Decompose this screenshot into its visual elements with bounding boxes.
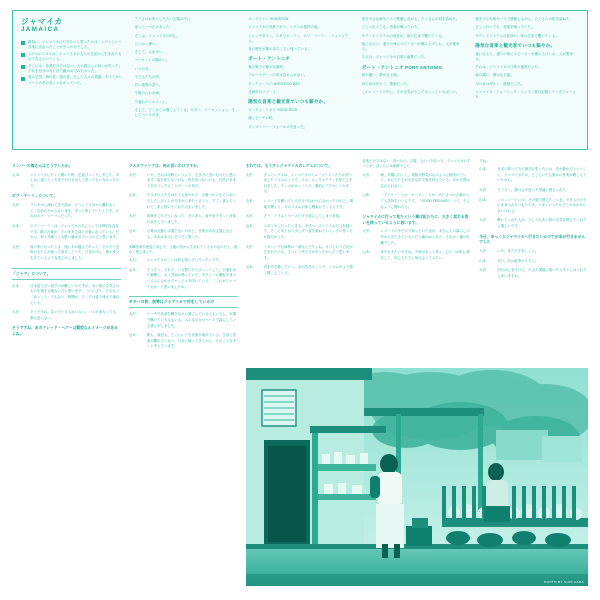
market-scene-photo	[246, 368, 588, 586]
qa-exchange	[129, 229, 238, 240]
utterance: 日本に帰ってきて最初に思ったのは、音が静かだということ。ジャマイカでは、どこにいても誰かの音楽が聞こえていたから。	[497, 167, 587, 183]
utterance: 彼の家に行ったとき、庭に木が植えてあって、その下で近所の人たちが座って話をしていた。日常の中に、彼がまだ生きているような感じがしました。	[30, 244, 120, 260]
speaker-label: 山本：	[479, 258, 490, 263]
album-info-box	[12, 10, 588, 150]
photo-gutter	[246, 281, 355, 367]
speaker-label: 山本：	[128, 229, 140, 234]
utterance: 街も、海辺も、どこにいても音楽が流れている。生活と音楽が離れていない。日本に帰ってきてから、そのことをずっと考えています。	[146, 333, 237, 349]
note-line: オーチョ・リオス OCHO RIOS	[248, 108, 298, 113]
qa-exchange	[479, 249, 588, 255]
qa-exchange	[246, 224, 355, 241]
album-notes-column-5	[475, 17, 579, 143]
qa-exchange	[129, 312, 238, 329]
speaker-label: 大沢：	[479, 268, 490, 273]
paragraph: 沖縄音楽や民謡と同じで、土地の音から生まれてくるものなのだと、改めて感じました。	[128, 244, 238, 254]
speaker-label: 大沢：	[128, 258, 140, 263]
note-line: 午後のにわか雨。	[134, 91, 163, 96]
utterance: ビーチで音楽を聴きながら過ごしている人もいるし、市場で働いている人もいる。みんな自分のペースで暮らしている感じがしました。	[146, 312, 237, 328]
speaker-label: 山本：	[128, 193, 140, 198]
paragraph: すね。	[479, 159, 490, 163]
paragraph: 音楽だけではなく、食べもの、言葉、人のつきあい方。ジャマイカのすべてが、ぼくらには新鮮でした。	[362, 159, 471, 169]
note-line: 夜になると、通りの角にスピーカーが積み上げられ、人が集まる。	[475, 51, 574, 61]
note-line: 島を小さな船やバスで移動しながら、たくさんの町を訪ねた。	[361, 17, 460, 21]
note-line: サウンドシステムの低音が、体の芯まで響いてくる。	[361, 33, 446, 38]
note-line: それは、ジャマイカの日常の風景だった。	[475, 65, 542, 70]
utterance: 朝、市場に行くと、果物や野菜が山のように積まれていて、女の人たちが大きな声で客を呼んでいる。あの光景は忘れられない。	[380, 172, 470, 188]
album-notes-column-3	[248, 17, 352, 143]
bullet-square-icon	[21, 53, 25, 57]
qa-exchange	[129, 268, 238, 290]
speaker-label: 大沢：	[12, 203, 23, 208]
note-line: それは、ジャマイカの日常の風景だった。	[361, 55, 428, 60]
qa-exchange	[129, 193, 238, 210]
qa-exchange	[129, 214, 238, 225]
utterance: ラスタの人たちはとても穏やかで、言葉づかいもていねいでした。ぼくらが日本から来たと言うと、すごく喜んでくれて、家に招いてくれた人もいました。	[146, 193, 237, 209]
qa-exchange	[479, 268, 588, 279]
note-line: バスの音。	[134, 66, 153, 71]
pull-quote: 「ジャマ」について。	[12, 268, 121, 280]
speaker-label: 大沢：	[128, 312, 140, 317]
utterance: ボブ・マーリィは、ジャマイカの人にとっては特別な存在です。歌の言葉が、そのまま生活の言葉になっている。だから、何十年経っても歌い継がれているのだと思います。	[30, 223, 120, 240]
note-line: 子どもたちの声。	[134, 74, 163, 79]
album-title-en: JAMAICA	[21, 27, 60, 33]
qa-exchange	[246, 199, 355, 210]
qa-exchange	[246, 245, 355, 262]
qa-exchange	[362, 173, 471, 190]
pull-quote: ジャマイカに行って見たという事は私たちに、大きく変わる思いを持っているように思います。	[362, 215, 469, 225]
speaker-label: 大沢：	[479, 248, 490, 253]
note-line: そこは、ジャマイカの中心。	[134, 33, 180, 38]
photo-illustration	[246, 368, 588, 586]
note-line: サウンドシステムの低音が、体の芯まで響いてくる。	[475, 33, 559, 38]
speaker-label: 山本：	[12, 223, 23, 228]
speaker-label: 大沢：	[362, 172, 373, 177]
qa-exchange	[12, 245, 121, 262]
qa-exchange	[479, 167, 588, 184]
speaker-label: 大沢：	[12, 244, 23, 249]
note-line: そして、どこからか聞こえてくる、ギター、パーカッション、そしてベースの音。	[134, 107, 236, 118]
speaker-label: 大沢：	[12, 310, 23, 315]
note-line: アリさのお家とした古い広場の中に、	[134, 17, 194, 21]
album-notes-column-4	[362, 17, 466, 143]
utterance: ジャマイカに行くと聞いた時、正直びっくりしました。あんなに遠いところまで行けるなんて思ってもいなかったので。	[30, 172, 120, 188]
utterance: そう、ドラムとベースだけで成立してしまう音楽。	[263, 214, 343, 219]
qa-exchange	[479, 188, 588, 194]
utterance: 聴いてくれた人が、少しでもあの島の空気を感じてくれたら嬉しいです。	[497, 218, 587, 229]
note-line: ジャマイカの首都であり、レゲエの発祥の地。	[248, 25, 322, 30]
question-lead: ラスタファリアは、何か言いわけですか。	[128, 164, 201, 168]
note-line: 川の水は冷たく、透明だった。	[361, 81, 411, 86]
note-line: ブルーラグーンの青は忘れられない。	[248, 73, 308, 78]
qa-exchange	[129, 333, 238, 350]
note-line: 夜になると、通りの角にスピーカーが積み上げられ、人が集まる。	[361, 41, 460, 52]
utterance: 言葉は完璧には通じないけれど、音楽があれば通じ合える。あれは本当にそうだと思った。	[146, 229, 233, 240]
track-text: 最初に、ジャマイカに行きたいと思ったのは、レゲエという音楽に出会ったことがきっかけでした。	[28, 40, 122, 50]
utterance: ジャマイカのことは何も知らずに行ったんです。	[146, 258, 222, 263]
qa-exchange	[246, 265, 355, 276]
pull-quote: 今日、ゆっくりジャマイカへ行きたいかけでが本が行きませんでした	[479, 234, 586, 245]
utterance: ミキシングも演奏の一部なんですよね。ダブという方法が生まれたのも、そういう考え方があったからだと思います。	[263, 244, 353, 260]
qa-exchange	[246, 173, 355, 195]
utterance: スタジオに行ったときも、まずベースとドラムだけを録って、そこにあとから少しずつ音を重ねていく。その作り方が面白かった。	[263, 223, 353, 240]
speaker-label: 大沢：	[479, 188, 490, 193]
qa-exchange	[479, 198, 588, 215]
qa-exchange	[129, 258, 238, 264]
track-text: 島の空気、海の色、風の音、そして人々の笑顔。すべてがレコードの中の音とつながっていた。	[28, 75, 123, 85]
speaker-label: 山本：	[362, 193, 373, 198]
utterance: いや、また行きましょう。	[497, 248, 539, 253]
speaker-label: 山本：	[245, 265, 256, 270]
utterance: いや、それは宗教というより、生き方に近いものだと思います。髪を切らないのも、肉を食べないのも、自然のままであろうとすることの一つの形で。	[146, 172, 237, 188]
note-line: 緑の濃い、静かな土地。	[475, 73, 514, 78]
pull-quote: ギターの音、彼等はジャマイカで何をしているの	[129, 296, 238, 308]
photo-credit: PHOTO BY SHIN HADA	[544, 580, 584, 584]
speaker-label: 山本：	[479, 167, 490, 172]
album-notes-column-2	[135, 17, 239, 143]
note-line: そして、人が多い。	[134, 50, 166, 55]
note-line: どこへ行っても、音楽が鳴っていた。	[475, 25, 535, 30]
utterance: ぜひ。次は乾季のうちに。	[497, 258, 539, 263]
note-line: どこへ行っても、音楽が鳴っていた。	[361, 25, 421, 30]
qa-exchange	[246, 214, 355, 220]
note-line: キングストン KINGSTON	[248, 17, 289, 21]
qa-exchange	[362, 250, 471, 261]
utterance: このレコードには、その旅で感じたことを、できるだけそのまま入れたつもりです。うまくいったかどうかはわからないけれど。	[497, 197, 587, 213]
track-list	[21, 40, 125, 85]
utterance: 日本語で言い表すのが難しいのですが、あの島の空気そのものを指す言葉なんだと思います。「のんびり」でもなく「ゆっくり」でもない。時間が、そこだけ違う速さで流れている。	[30, 283, 120, 305]
speaker-label: 山本：	[12, 172, 23, 177]
note-line: 音の歴史が街のあちこちに残っている。	[248, 47, 312, 52]
utterance: レコードの中だけで知っていた音が、本当に人の暮らしの中から出てきているのだと確かめられた。それが一番の収穫でした。	[380, 229, 470, 245]
qa-exchange	[12, 224, 121, 241]
speaker-label: 山本：	[479, 197, 490, 202]
speaker-label: 山本：	[128, 267, 140, 272]
qa-exchange	[479, 259, 588, 265]
note-line: マーケットの賑わい。	[134, 58, 170, 63]
album-title-jp: ジャマイカ	[21, 17, 63, 26]
section-heading-ocho-rios: 陽気な音楽と観光客でいつも賑やか。	[475, 42, 556, 48]
qa-exchange	[479, 218, 588, 229]
qa-exchange	[129, 173, 238, 190]
note-line: トレンチタウン、スタジオ・ワン、ボブ・マーリィ・ミュージアム。	[248, 33, 349, 43]
track-text: そこには、音楽だけではない、人の暮らしの匂いがあった。それを自分の耳と目で確かめてみたかった。	[28, 63, 123, 73]
speaker-label: 大沢：	[245, 244, 256, 249]
section-heading-montego-bay: ポート・アントニオ PORT ANTONIO	[361, 64, 443, 70]
note-line: 甘い果物の香り。	[134, 83, 163, 88]
note-line: 緑の濃い、静かな土地。	[361, 73, 401, 78]
note-line: とにかく暑い。	[134, 41, 160, 46]
section-heading: ボブ・マーリィについて。	[12, 194, 58, 199]
utterance: 食事をごちそうになって、そのあと、夜中までずっと音楽の話をしていました。	[146, 214, 236, 224]
list-item	[21, 64, 125, 74]
speaker-label: 大沢：	[245, 214, 256, 219]
speaker-label: 大沢：	[128, 172, 140, 177]
map-caption: ジャマイカ・ミュージック・マップ／旅の記録とインタビューより	[475, 89, 576, 100]
utterance: 同行はしますけど、たぶん現地に着いたらすぐにはぐれてしまいますね。	[497, 268, 587, 278]
list-item	[21, 52, 125, 62]
note-line: モンテゴ・ベイ MONTEGO BAY	[248, 81, 300, 86]
list-item	[21, 40, 125, 50]
utterance: 「アイリー」とか「ヤーマン」とか、あいさつの言葉がとても気持ちいいんです。「GOOD FEELING?」って、そんなふうに聞かれる。	[380, 193, 470, 209]
speaker-label: 山本：	[12, 283, 23, 288]
section-heading-port-antonio: 陽気な音楽と観光客でいつも賑やか。	[248, 99, 328, 105]
track-text: レゲエのリズムは、ジャマイカの人々の生活から生まれたものであるということ。	[28, 52, 122, 62]
utterance: ざっとレゲエは、ジャマイカのミュージシャンたちが作り出したリズムのことで、スカ、ロックステディを経て生まれました。テンポがゆっくりで、裏拍にアクセントがある。	[263, 172, 353, 194]
note-line: ぼっと一つだけあった。	[134, 25, 173, 30]
utterance: そうそう。静けさが逆に不思議に感じられた。	[497, 188, 570, 193]
list-item	[21, 75, 125, 85]
note-line: 滝とビーチの町。	[248, 116, 276, 121]
interview-column-1	[12, 159, 121, 591]
note-line: 夕暮れのシルエット。	[134, 99, 170, 104]
speaker-label: 大沢：	[479, 218, 490, 223]
note-line: このレコードの中に、その空気が少しでも入っていればいい。	[361, 89, 460, 94]
bullet-square-icon	[21, 65, 25, 69]
note-line: 東の果ての静かな港町。	[248, 65, 287, 70]
note-line: 北海岸のリゾート。	[248, 89, 280, 94]
speaker-label: 山本：	[245, 223, 256, 228]
utterance: ラジオから流れてきた曲が、どうしても耳から離れなくて。名前もわからないまま、ずっと探していたんです。それがボブ・マーリィだった。	[30, 203, 119, 219]
pull-quote: そうですね、あのドレッド・ヘアーは髪型なんイメージがあるよね。	[12, 326, 118, 337]
utterance: また行きたいですね。今度はもっと長く、ひとつの町に滞在して、同じ人たちと毎日会ってみたい。	[380, 250, 470, 260]
utterance: 音を引き算していく。余白を作ることで、リズムがより強く聞こえてくる。	[263, 265, 353, 275]
speaker-label: 大沢：	[362, 229, 373, 234]
qa-exchange	[362, 193, 471, 210]
speaker-label: 大沢：	[245, 172, 256, 177]
note-line: 島を小さな船やバスで移動しながら、たくさんの町を訪ねた。	[475, 17, 574, 21]
qa-exchange	[12, 284, 121, 306]
album-title-column	[21, 17, 125, 143]
question-lead: それでは、もう少しジャマイカのレゲエについて。	[245, 164, 333, 168]
speaker-label: 大沢：	[128, 214, 140, 219]
qa-exchange	[12, 203, 121, 220]
speaker-label: 山本：	[128, 333, 140, 338]
speaker-label: 山本：	[362, 250, 373, 255]
qa-exchange	[362, 229, 471, 246]
bullet-square-icon	[21, 77, 25, 81]
section-heading-kingston: ポート・アントニオ	[248, 56, 291, 62]
speaker-label: 山本：	[245, 199, 256, 204]
question-lead: メンバーの皆さんはどうでしたか。	[12, 164, 73, 168]
qa-exchange	[12, 173, 121, 190]
utterance: レコードを聴いているだけではわからなかったけれど、現地で聴くと、あのリズムが体に馴染んでくるんです。	[263, 199, 353, 209]
bullet-square-icon	[21, 41, 25, 45]
qa-exchange	[12, 310, 121, 321]
note-line: ダンズリバー・フォールズを登った。	[248, 124, 308, 129]
utterance: そうですね。急いでいる人がいない。バスが来なくても、誰も怒らない。	[30, 310, 120, 320]
note-line: 川の水は冷たく、透明だった。	[475, 81, 525, 86]
utterance: そうそう。それで、いざ着いたらびっくりして。空港を出た瞬間に、もう音楽が鳴っていて、タクシーの運転手までリズムに合わせてハンドルを叩いている。「これがジャマイカか」と思いましたね。	[146, 267, 237, 289]
interview-column-2	[129, 159, 238, 591]
